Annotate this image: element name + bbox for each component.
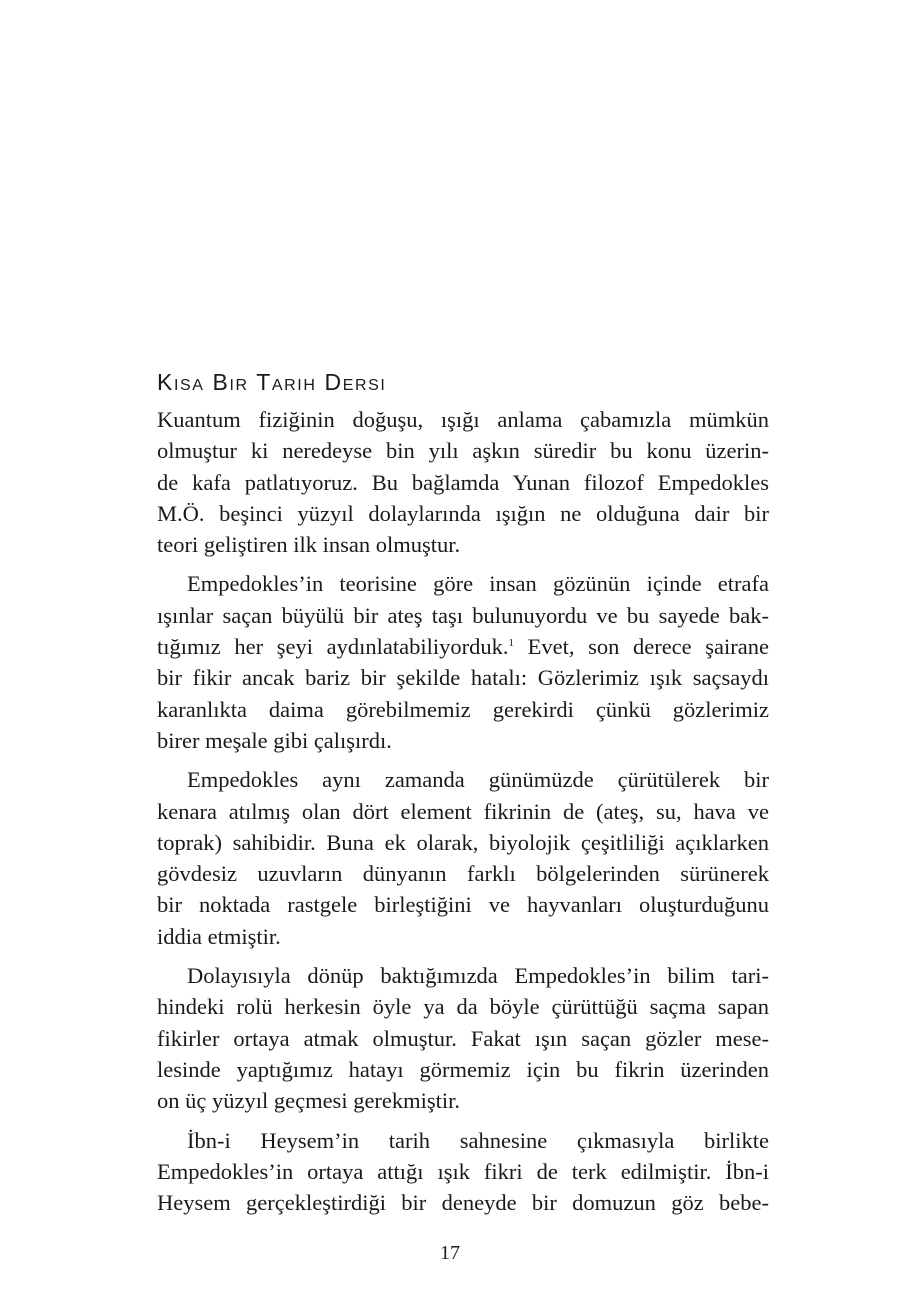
text-line: M.Ö. beşinci yüzyıl dolaylarında ışığın ne olduğuna dair bir — [157, 500, 769, 526]
text-line: toprak) sahibidir. Buna ek olarak, biyolojik çeşitliliği açıklarken — [157, 829, 769, 855]
page-content — [157, 366, 769, 1226]
text-line: iddia etmiştir. — [157, 923, 281, 949]
paragraph-3 — [157, 764, 769, 952]
text-line: Kuantum fiziğinin doğuşu, ışığı anlama çabamızla mümkün — [157, 407, 769, 432]
text-line: birer meşale gibi çalışırdı. — [157, 727, 392, 753]
text-line: Empedokles’in ortaya attığı ışık fikri de terk edilmiştir. İbn-i — [157, 1158, 769, 1184]
text-line: olmuştur ki neredeyse bin yılı aşkın süredir bu konu üzerin- — [157, 438, 769, 464]
text-line: bir noktada rastgele birleştiğini ve hayvanları oluşturduğunu — [157, 892, 769, 918]
text-segment: tığımız her şeyi aydınlatabiliyorduk. — [157, 634, 509, 660]
text-line: gövdesiz uzuvların dünyanın farklı bölgelerinden sürünerek — [157, 861, 769, 887]
text-line: teori geliştiren ilk insan olmuştur. — [157, 532, 461, 558]
text-line: fikirler ortaya atmak olmuştur. Fakat ışın saçan gözler mese- — [157, 1025, 769, 1051]
text-line-with-footnote — [157, 631, 769, 662]
section-title: Kısa Bir Tarih Dersi — [157, 369, 387, 395]
text-line: Heysem gerçekleştirdiği bir deneyde bir domuzun göz bebe- — [157, 1190, 769, 1216]
text-line: Empedokles aynı zamanda günümüzde çürütülerek bir — [187, 767, 769, 793]
page-number: 17 — [440, 1242, 460, 1264]
text-line: kenara atılmış olan dört element fikrinin de (ateş, su, hava ve — [157, 798, 769, 824]
text-line: bir fikir ancak bariz bir şekilde hatalı: Gözlerimiz ışık saçsaydı — [157, 665, 769, 691]
text-line: de kafa patlatıyoruz. Bu bağlamda Yunan filozof Empedokles — [157, 469, 769, 495]
text-segment: Evet, son derece şairane — [513, 634, 769, 660]
text-line: hindeki rolü herkesin öyle ya da böyle çürüttüğü saçma sapan — [157, 994, 769, 1020]
text-line: lesinde yaptığımız hatayı görmemiz için bu fikrin üzerinden — [157, 1056, 769, 1082]
text-line: Empedokles’in teorisine göre insan gözünün içinde etrafa — [187, 571, 769, 597]
text-line: karanlıkta daima görebilmemiz gerekirdi çünkü gözlerimiz — [157, 696, 769, 722]
text-line: İbn-i Heysem’in tarih sahnesine çıkmasıyla birlikte — [187, 1127, 769, 1153]
paragraph-1 — [157, 404, 769, 560]
text-line: on üç yüzyıl geçmesi gerekmiştir. — [157, 1088, 461, 1114]
text-line: ışınlar saçan büyülü bir ateş taşı bulunuyordu ve bu sayede bak- — [157, 602, 769, 628]
text-line: Dolayısıyla dönüp baktığımızda Empedokles’in bilim tari- — [187, 963, 769, 989]
paragraph-5 — [157, 1125, 769, 1219]
paragraph-2 — [157, 568, 769, 756]
paragraph-4 — [157, 960, 769, 1116]
footnote-reference[interactable]: 1 — [508, 637, 514, 650]
